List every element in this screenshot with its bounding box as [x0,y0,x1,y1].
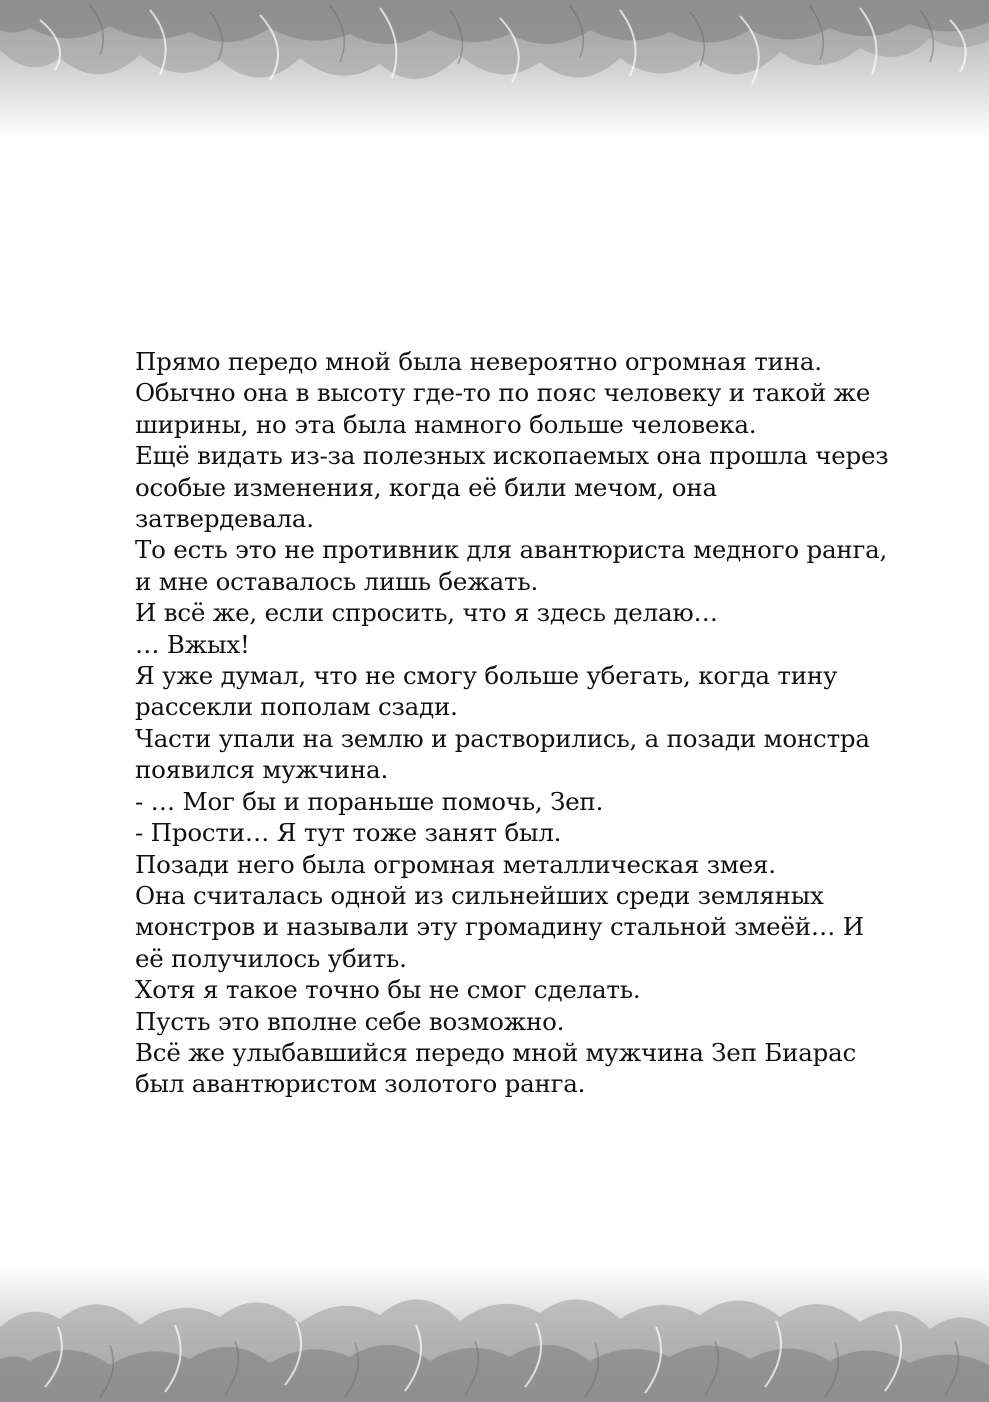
paragraph: Всё же улыбавшийся передо мной мужчина Зеп Биарас был авантюристом золотого ранга. [135,1037,857,1099]
paragraph: … Вжых! [135,629,250,659]
bottom-rock-border [0,1267,989,1402]
chapter-text [135,346,895,1100]
paragraph: Хотя я такое точно бы не смог сделать. [135,975,641,1005]
top-rock-border [0,0,989,140]
bottom-rock-texture [0,1267,989,1402]
paragraph: Части упали на землю и растворились, а позади монстра появился мужчина. [135,723,870,785]
paragraph: - … Мог бы и пораньше помочь, Зеп. [135,786,604,816]
paragraph: Пусть это вполне себе возможно. [135,1006,565,1036]
paragraph: Она считалась одной из сильнейших среди земляных монстров и называли эту громадину стальной змеёй… И её получилось убить. [135,880,864,973]
paragraph: Позади него была огромная металлическая змея. [135,849,776,879]
paragraph: Обычно она в высоту где-то по пояс человеку и такой же ширины, но эта была намного больше человека. [135,378,871,439]
paragraph: Прямо передо мной была невероятно огромная тина. [135,347,822,376]
paragraph: И всё же, если спросить, что я здесь делаю… [135,598,718,628]
top-rock-texture [0,0,989,140]
paragraph: - Прости… Я тут тоже занят был. [135,818,562,848]
paragraph: То есть это не противник для авантюриста медного ранга, и мне оставалось лишь бежать. [135,535,888,596]
paragraph: Я уже думал, что не смогу больше убегать, когда тину рассекли пополам сзади. [135,661,838,722]
paragraph: Ещё видать из-за полезных ископаемых она прошла через особые изменения, когда её били мечом, она затвердевала. [135,441,889,534]
